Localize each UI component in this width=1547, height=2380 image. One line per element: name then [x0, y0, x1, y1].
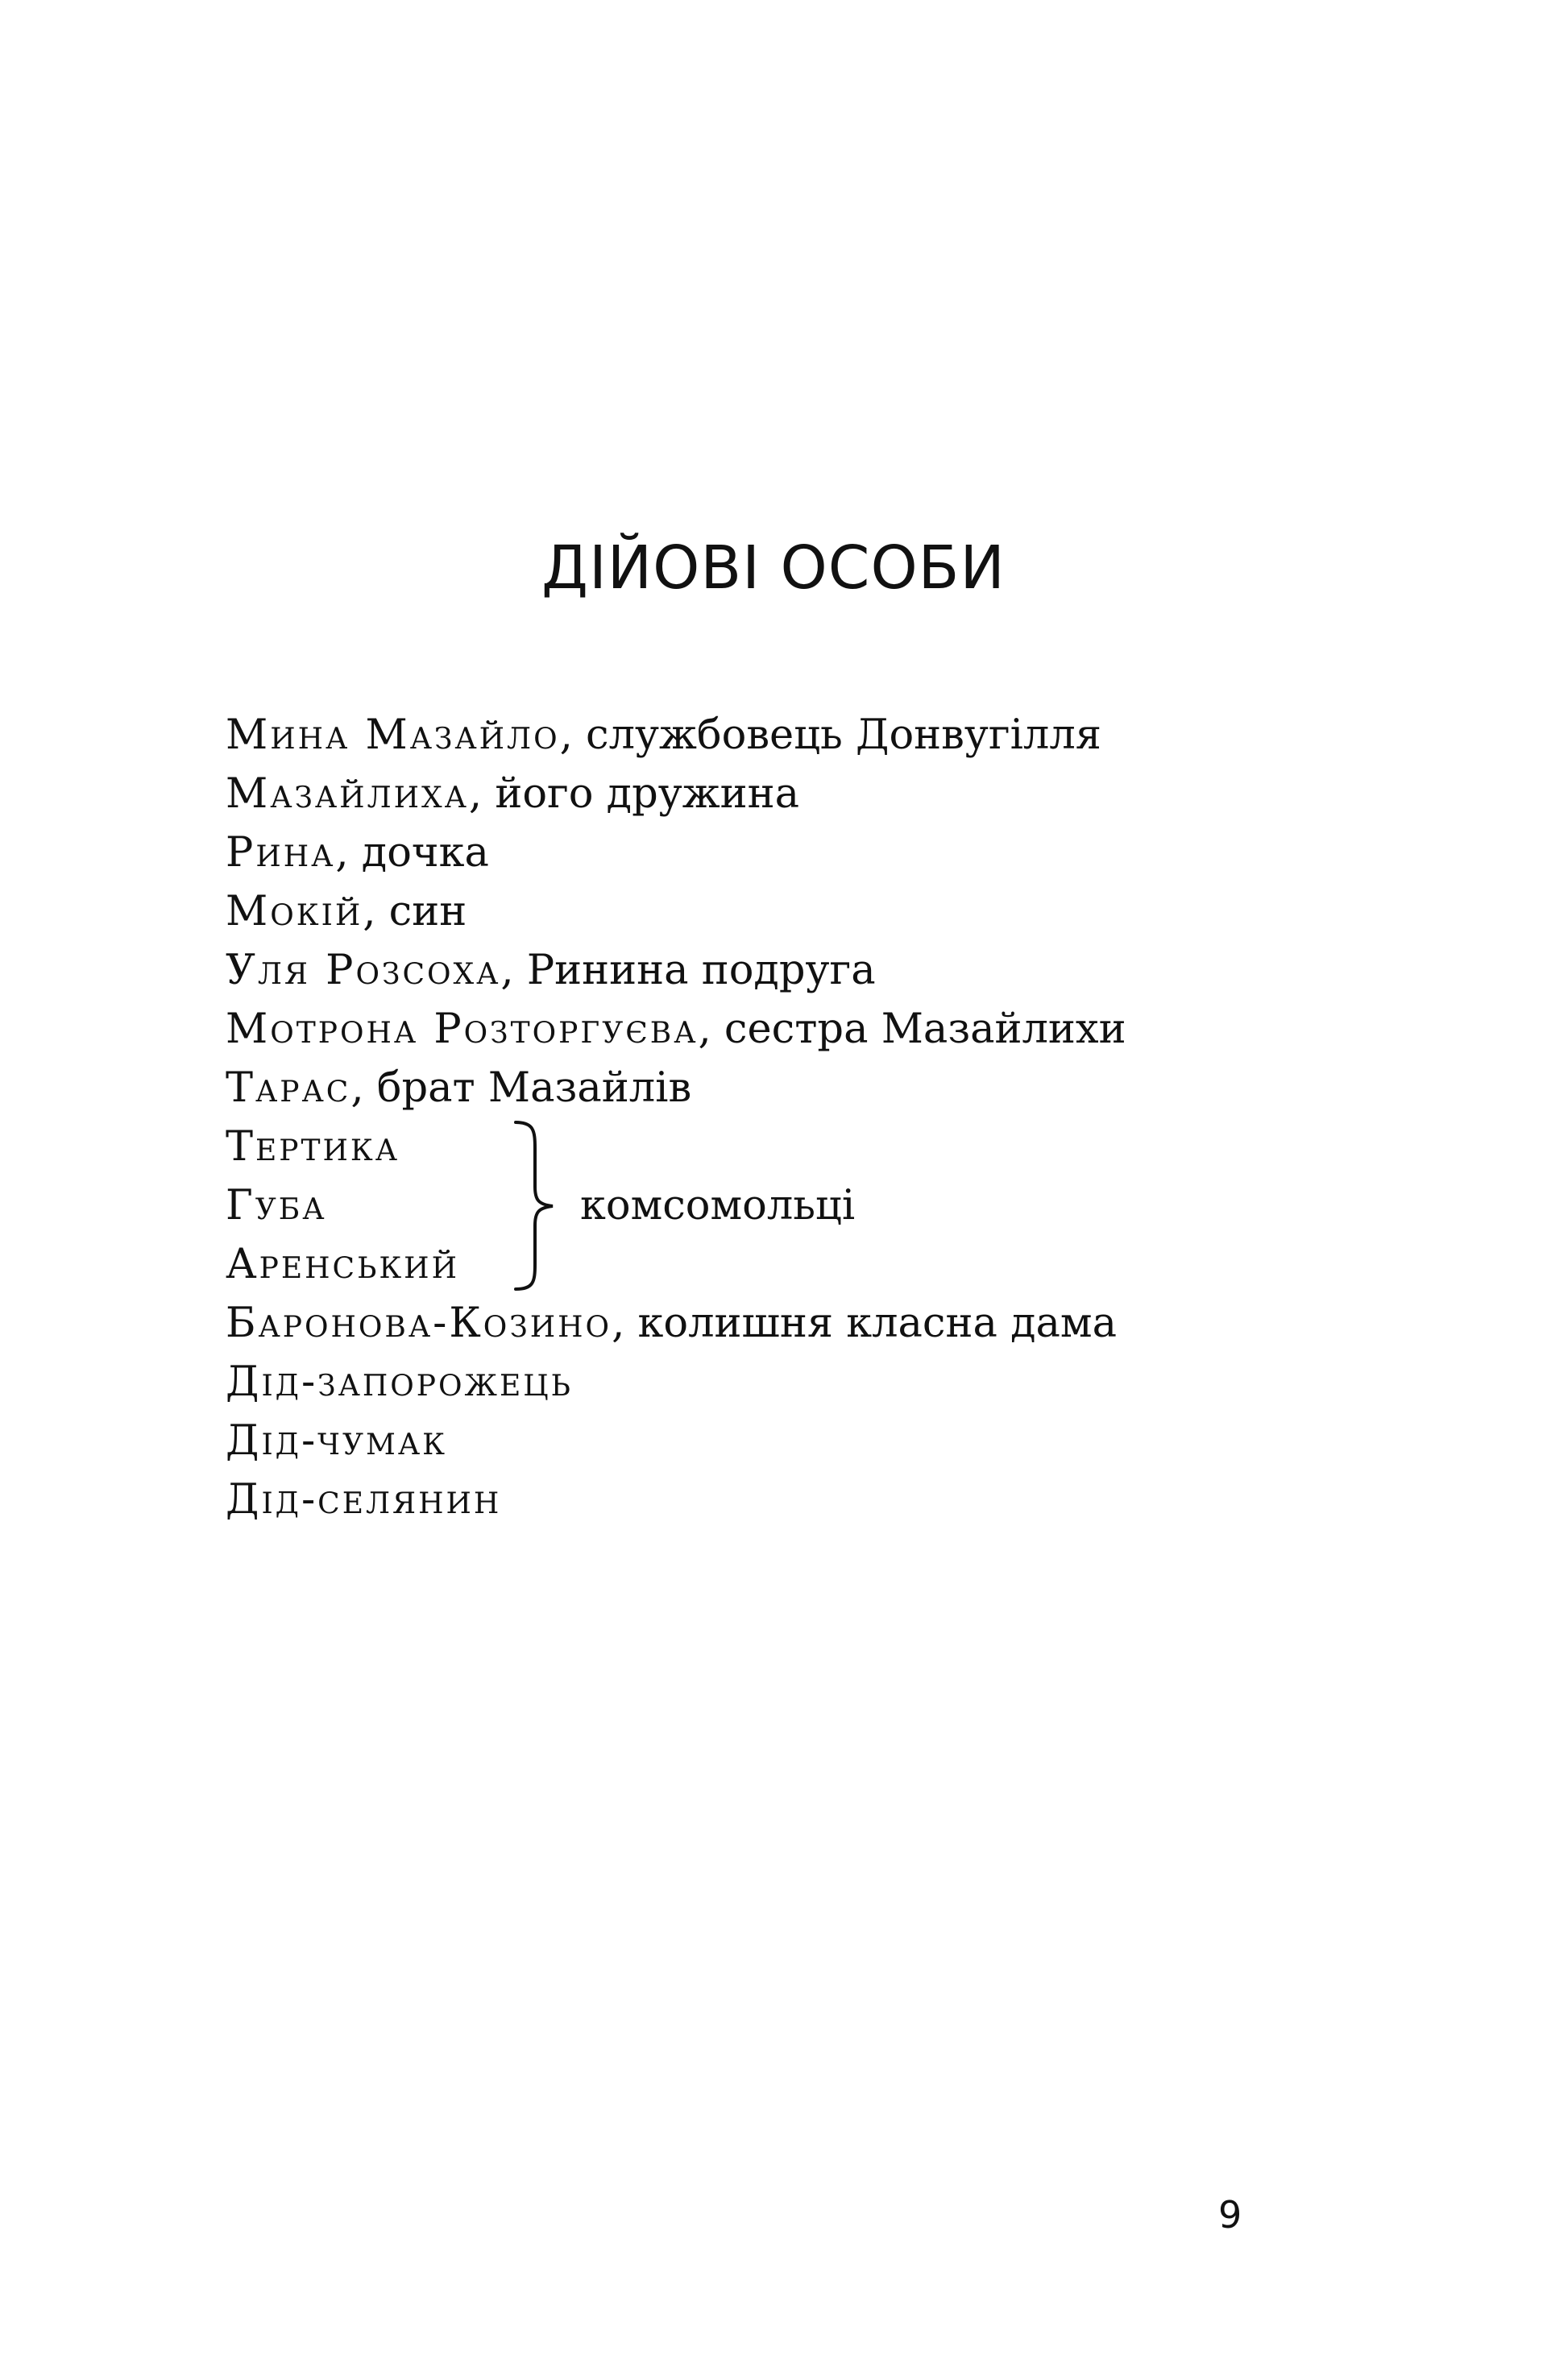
cast-item [226, 823, 1126, 882]
cast-item [226, 1412, 1126, 1470]
cast-item [226, 1059, 1126, 1117]
character-name: Рина [226, 829, 336, 877]
character-description: , його дружина [468, 770, 800, 818]
character-name: Дід-селянин [226, 1476, 502, 1524]
character-description: , дочка [335, 829, 489, 877]
cast-list [226, 706, 1126, 1529]
curly-brace-icon [509, 1117, 558, 1294]
character-name: Уля Розсоха [226, 947, 501, 994]
character-name: Дід-чумак [226, 1417, 448, 1465]
character-description: , службовець Донвугілля [559, 711, 1101, 759]
cast-item [226, 1470, 1126, 1529]
character-name: Баронова-Козино [226, 1300, 612, 1347]
character-description: , Ринина подруга [500, 947, 876, 994]
character-group [226, 1117, 1126, 1294]
cast-item [226, 765, 1126, 823]
character-description: , колишня класна дама [612, 1300, 1117, 1347]
page-number: 9 [1218, 2193, 1242, 2237]
cast-item [226, 1294, 1126, 1353]
character-description: , син [363, 888, 467, 935]
cast-item [226, 1235, 516, 1294]
cast-item [226, 882, 1126, 941]
character-description: , сестра Мазайлихи [698, 1005, 1126, 1053]
cast-item [226, 941, 1126, 1000]
cast-item [226, 1353, 1126, 1412]
cast-item [226, 706, 1126, 765]
page-title: ДІЙОВІ ОСОБИ [541, 533, 1006, 603]
cast-item [226, 1176, 516, 1235]
character-name: Аренський [226, 1241, 459, 1288]
character-name: Тертика [226, 1123, 400, 1171]
character-name: Мина Мазайло [226, 711, 560, 759]
character-name: Губа [226, 1182, 327, 1229]
character-name: Мазайлиха [226, 770, 469, 818]
character-name: Мотрона Розторгуєва [226, 1005, 699, 1053]
cast-item [226, 1000, 1126, 1059]
character-name: Тарас [226, 1064, 351, 1112]
cast-item [226, 1117, 516, 1176]
character-description: , брат Мазайлів [350, 1064, 692, 1112]
group-description: комсомольці [580, 1182, 856, 1229]
character-name: Мокій [226, 888, 363, 935]
character-name: Дід-запорожець [226, 1358, 573, 1406]
